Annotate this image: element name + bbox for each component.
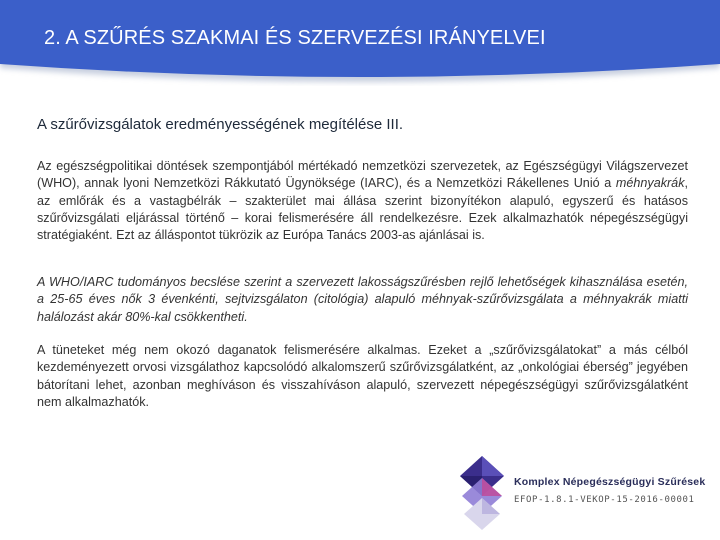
logo-name: Komplex Népegészségügyi Szűrések [514,476,706,488]
paragraph-1-text-end: , az emlőrák és a vastagbélrák – szakterület mai állása szerint bizonyítékon alapuló, egyszerű és hatásos szűrővizsgálati eljárással történő – korai felismerésére áll rendelkezésre. Ezek alkalmazhatók népegészségügyi stratégiaként. Ezt az álláspontot tükrözik az Európa Tanács 2003-as ajánlásai is. [37,176,688,243]
page-title: 2. A SZŰRÉS SZAKMAI ÉS SZERVEZÉSI IRÁNYELVEI [44,27,546,49]
paragraph-1-emphasis: méhnyakrák [615,176,685,191]
paragraph-3: A tüneteket még nem okozó daganatok felismerésére alkalmas. Ezeket a „szűrővizsgálatokat” a más célból kezdeményezett orvosi vizsgálathoz kapcsolódó alkalomszerű szűrővizsgálatként, az „onkológiai éberség” jegyében bátorítani lehet, azonban meghíváson és visszahíváson alapuló, szervezett népegészségügyi szűrővizsgálatként nem alkalmazhatók. [37,343,688,409]
paragraph-1 [37,158,688,244]
paragraph-2: A WHO/IARC tudományos becslése szerint a szervezett lakosságszűrésben rejlő lehetőségek kihasználása esetén, a 25-65 éves nők 3 évenkénti, sejtvizsgálaton (citológia) alapuló méhnyak-szűrővizsgálata a méhnyakrák miatti halálozást akár 80%-kal csökkentheti. [37,275,688,324]
diamond-logo-icon [452,452,512,540]
logo-code: EFOP-1.8.1-VEKOP-15-2016-00001 [514,495,695,505]
paragraph-1-text: Az egészségpolitikai döntések szempontjából mértékadó nemzetközi szervezetek, az Egészségügyi Világszervezet (WHO), annak lyoni Nemzetközi Rákkutató Ügynöksége (IARC), és a Nemzetközi Rákellenes Unió a [37,159,688,191]
header-banner [0,0,720,86]
section-subtitle: A szűrővizsgálatok eredményességének megítélése III. [37,116,404,133]
program-logo [452,452,720,540]
